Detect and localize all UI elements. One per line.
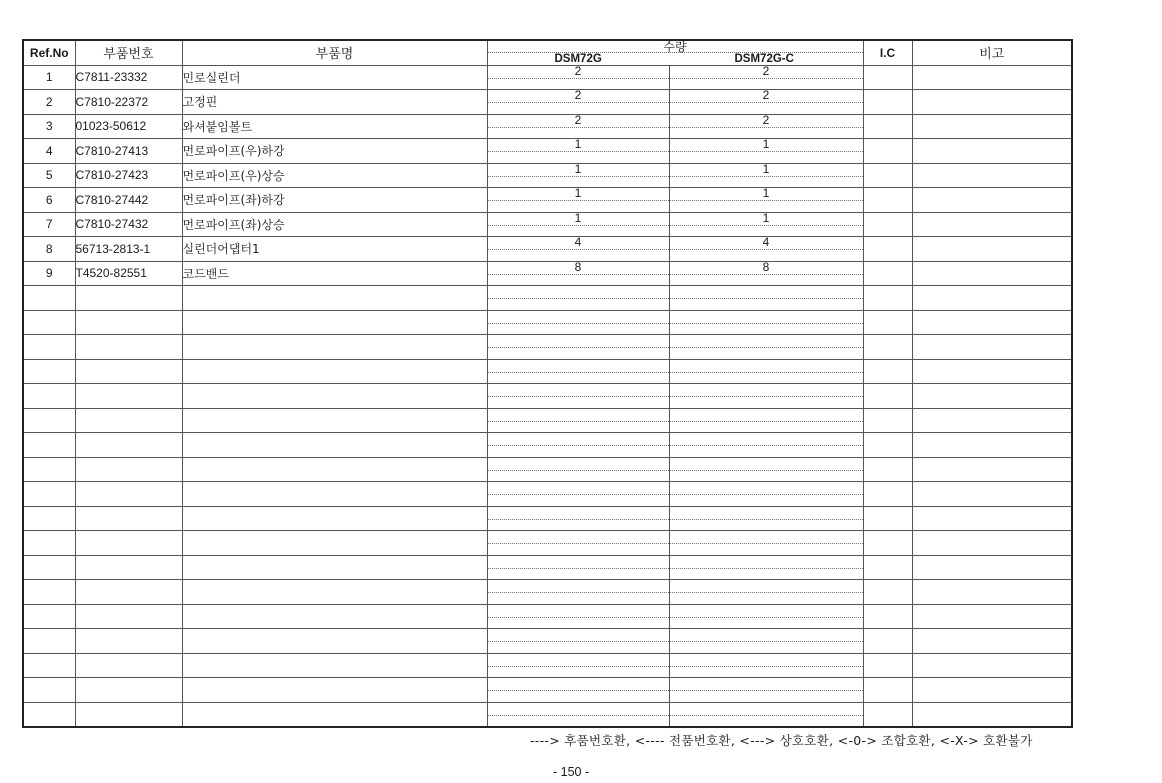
ic-cell <box>863 408 912 433</box>
empty-table-row <box>23 408 1072 433</box>
part-name-cell <box>182 678 487 703</box>
remarks-cell <box>912 531 1072 556</box>
empty-table-row <box>23 555 1072 580</box>
qty-dsm72g-c-cell <box>669 555 863 580</box>
ref-no-cell <box>23 604 75 629</box>
ref-no-cell <box>23 506 75 531</box>
header-row <box>23 40 1072 65</box>
header-model-row <box>488 52 863 65</box>
remarks-cell <box>912 139 1072 164</box>
qty-dsm72g-c-cell <box>669 678 863 703</box>
part-name-cell <box>182 506 487 531</box>
qty-dsm72g-c-cell <box>669 433 863 458</box>
header-part-number: 부품번호 <box>75 40 182 65</box>
ref-no-cell: 3 <box>23 114 75 139</box>
part-name-cell <box>182 335 487 360</box>
part-name-cell <box>182 384 487 409</box>
remarks-cell <box>912 359 1072 384</box>
ic-cell <box>863 90 912 115</box>
qty-dsm72g-c-cell <box>669 384 863 409</box>
ref-no-cell: 7 <box>23 212 75 237</box>
qty-dsm72g-cell <box>487 531 669 556</box>
ref-no-cell <box>23 310 75 335</box>
remarks-cell <box>912 702 1072 727</box>
remarks-cell <box>912 604 1072 629</box>
ref-no-cell <box>23 286 75 311</box>
qty-dsm72g-cell <box>487 457 669 482</box>
empty-table-row <box>23 678 1072 703</box>
interchange-legend: ----> 후품번호환, <---- 전품번호환, <---> 상호호환, <-0-> 조합호환, <-X-> 호환불가 <box>530 733 1033 748</box>
part-name-cell <box>182 702 487 727</box>
empty-table-row <box>23 482 1072 507</box>
ic-cell <box>863 359 912 384</box>
ref-no-cell: 6 <box>23 188 75 213</box>
part-number-cell: C7810-27432 <box>75 212 182 237</box>
ic-cell <box>863 629 912 654</box>
qty-dsm72g-cell <box>487 335 669 360</box>
remarks-cell <box>912 408 1072 433</box>
part-number-cell: C7810-22372 <box>75 90 182 115</box>
part-name-cell <box>182 359 487 384</box>
qty-dsm72g-cell <box>487 678 669 703</box>
empty-table-row <box>23 457 1072 482</box>
empty-table-row <box>23 433 1072 458</box>
part-name-cell: 먼로파이프(좌)하강 <box>182 188 487 213</box>
ic-cell <box>863 384 912 409</box>
qty-dsm72g-cell <box>487 286 669 311</box>
empty-table-row <box>23 702 1072 727</box>
ref-no-cell <box>23 384 75 409</box>
header-model-dsm72g: DSM72G <box>554 52 602 65</box>
part-name-cell <box>182 531 487 556</box>
qty-dsm72g-c-cell <box>669 531 863 556</box>
qty-dsm72g-c-cell <box>669 629 863 654</box>
ref-no-cell <box>23 457 75 482</box>
ic-cell <box>863 433 912 458</box>
qty-dsm72g-cell <box>487 433 669 458</box>
remarks-cell <box>912 482 1072 507</box>
part-number-cell: C7810-27423 <box>75 163 182 188</box>
qty-dsm72g-c-cell: 1 <box>669 188 863 213</box>
part-number-cell <box>75 384 182 409</box>
part-number-cell: T4520-82551 <box>75 261 182 286</box>
remarks-cell <box>912 506 1072 531</box>
qty-dsm72g-c-cell: 1 <box>669 163 863 188</box>
qty-dsm72g-cell <box>487 384 669 409</box>
ref-no-cell <box>23 678 75 703</box>
qty-dsm72g-c-cell <box>669 359 863 384</box>
empty-table-row <box>23 580 1072 605</box>
part-number-cell <box>75 482 182 507</box>
part-number-cell <box>75 580 182 605</box>
empty-table-row <box>23 653 1072 678</box>
qty-dsm72g-c-cell <box>669 702 863 727</box>
parts-table <box>22 39 1073 728</box>
ic-cell <box>863 237 912 262</box>
qty-dsm72g-c-cell <box>669 335 863 360</box>
qty-dsm72g-cell: 4 <box>487 237 669 262</box>
empty-table-row <box>23 629 1072 654</box>
ic-cell <box>863 678 912 703</box>
part-name-cell: 고정핀 <box>182 90 487 115</box>
ref-no-cell <box>23 359 75 384</box>
qty-dsm72g-c-cell <box>669 310 863 335</box>
remarks-cell <box>912 433 1072 458</box>
remarks-cell <box>912 237 1072 262</box>
part-number-cell: C7810-27442 <box>75 188 182 213</box>
remarks-cell <box>912 457 1072 482</box>
qty-dsm72g-c-cell <box>669 506 863 531</box>
table-row <box>23 212 1072 237</box>
part-name-cell <box>182 433 487 458</box>
qty-dsm72g-cell <box>487 506 669 531</box>
part-number-cell <box>75 286 182 311</box>
empty-table-row <box>23 531 1072 556</box>
empty-table-row <box>23 506 1072 531</box>
remarks-cell <box>912 678 1072 703</box>
qty-dsm72g-cell <box>487 555 669 580</box>
qty-dsm72g-cell <box>487 580 669 605</box>
qty-dsm72g-c-cell <box>669 580 863 605</box>
empty-table-row <box>23 310 1072 335</box>
part-name-cell: 코드밴드 <box>182 261 487 286</box>
ref-no-cell: 1 <box>23 65 75 90</box>
qty-dsm72g-c-cell <box>669 457 863 482</box>
ic-cell <box>863 555 912 580</box>
page-number: - 150 - <box>553 765 590 779</box>
ref-no-cell: 4 <box>23 139 75 164</box>
part-number-cell <box>75 359 182 384</box>
qty-dsm72g-cell <box>487 482 669 507</box>
qty-dsm72g-cell <box>487 629 669 654</box>
part-number-cell <box>75 310 182 335</box>
qty-dsm72g-c-cell <box>669 653 863 678</box>
part-name-cell <box>182 653 487 678</box>
part-name-cell: 실린더어댑터1 <box>182 237 487 262</box>
table-row <box>23 65 1072 90</box>
remarks-cell <box>912 90 1072 115</box>
empty-table-row <box>23 384 1072 409</box>
parts-rows <box>23 65 1072 727</box>
part-name-cell <box>182 604 487 629</box>
ref-no-cell <box>23 433 75 458</box>
qty-dsm72g-cell: 2 <box>487 90 669 115</box>
part-number-cell <box>75 408 182 433</box>
ic-cell <box>863 482 912 507</box>
ic-cell <box>863 506 912 531</box>
ic-cell <box>863 310 912 335</box>
part-name-cell <box>182 629 487 654</box>
remarks-cell <box>912 555 1072 580</box>
qty-dsm72g-c-cell: 1 <box>669 139 863 164</box>
qty-dsm72g-c-cell: 8 <box>669 261 863 286</box>
ic-cell <box>863 580 912 605</box>
remarks-cell <box>912 286 1072 311</box>
qty-dsm72g-c-cell <box>669 408 863 433</box>
table-row <box>23 90 1072 115</box>
part-name-cell <box>182 482 487 507</box>
header-ref-no: Ref.No <box>23 40 75 65</box>
ic-cell <box>863 139 912 164</box>
remarks-cell <box>912 580 1072 605</box>
remarks-cell <box>912 384 1072 409</box>
part-name-cell: 먼로파이프(우)상승 <box>182 163 487 188</box>
qty-dsm72g-c-cell: 1 <box>669 212 863 237</box>
table-row <box>23 163 1072 188</box>
ref-no-cell: 2 <box>23 90 75 115</box>
remarks-cell <box>912 653 1072 678</box>
qty-dsm72g-cell: 2 <box>487 114 669 139</box>
qty-dsm72g-cell: 1 <box>487 139 669 164</box>
part-name-cell <box>182 555 487 580</box>
part-name-cell: 와셔붙임볼트 <box>182 114 487 139</box>
ref-no-cell: 8 <box>23 237 75 262</box>
part-number-cell: 01023-50612 <box>75 114 182 139</box>
part-name-cell <box>182 286 487 311</box>
part-number-cell <box>75 457 182 482</box>
ref-no-cell <box>23 702 75 727</box>
remarks-cell <box>912 114 1072 139</box>
ref-no-cell <box>23 555 75 580</box>
part-number-cell <box>75 335 182 360</box>
qty-dsm72g-cell <box>487 310 669 335</box>
part-number-cell: 56713-2813-1 <box>75 237 182 262</box>
remarks-cell <box>912 261 1072 286</box>
qty-dsm72g-cell: 1 <box>487 212 669 237</box>
empty-table-row <box>23 604 1072 629</box>
qty-dsm72g-cell <box>487 702 669 727</box>
ic-cell <box>863 286 912 311</box>
ref-no-cell <box>23 531 75 556</box>
qty-dsm72g-cell: 8 <box>487 261 669 286</box>
remarks-cell <box>912 310 1072 335</box>
remarks-cell <box>912 163 1072 188</box>
table-row <box>23 114 1072 139</box>
header-part-name: 부품명 <box>182 40 487 65</box>
remarks-cell <box>912 188 1072 213</box>
qty-dsm72g-cell <box>487 653 669 678</box>
table-row <box>23 139 1072 164</box>
part-number-cell <box>75 433 182 458</box>
part-name-cell: 민로실린더 <box>182 65 487 90</box>
qty-dsm72g-cell: 1 <box>487 163 669 188</box>
ref-no-cell <box>23 408 75 433</box>
ic-cell <box>863 188 912 213</box>
parts-sheet <box>22 39 1071 725</box>
remarks-cell <box>912 65 1072 90</box>
part-number-cell <box>75 555 182 580</box>
remarks-cell <box>912 212 1072 237</box>
part-number-cell <box>75 702 182 727</box>
ref-no-cell <box>23 580 75 605</box>
part-number-cell <box>75 629 182 654</box>
table-row <box>23 237 1072 262</box>
ic-cell <box>863 702 912 727</box>
header-quantity <box>487 40 863 65</box>
table-row <box>23 261 1072 286</box>
ic-cell <box>863 163 912 188</box>
qty-dsm72g-cell: 2 <box>487 65 669 90</box>
header-quantity-title: 수량 <box>663 40 687 54</box>
remarks-cell <box>912 335 1072 360</box>
qty-dsm72g-c-cell: 4 <box>669 237 863 262</box>
part-number-cell: C7811-23332 <box>75 65 182 90</box>
qty-dsm72g-cell: 1 <box>487 188 669 213</box>
header-ic: I.C <box>863 40 912 65</box>
ic-cell <box>863 212 912 237</box>
ref-no-cell: 5 <box>23 163 75 188</box>
ic-cell <box>863 531 912 556</box>
empty-table-row <box>23 335 1072 360</box>
ref-no-cell <box>23 335 75 360</box>
part-name-cell: 먼로파이프(좌)상승 <box>182 212 487 237</box>
qty-dsm72g-cell <box>487 408 669 433</box>
ic-cell <box>863 261 912 286</box>
qty-dsm72g-cell <box>487 604 669 629</box>
qty-dsm72g-c-cell: 2 <box>669 65 863 90</box>
remarks-cell <box>912 629 1072 654</box>
part-number-cell: C7810-27413 <box>75 139 182 164</box>
qty-dsm72g-c-cell: 2 <box>669 114 863 139</box>
ic-cell <box>863 653 912 678</box>
ic-cell <box>863 65 912 90</box>
part-name-cell <box>182 310 487 335</box>
ic-cell <box>863 114 912 139</box>
header-model-dsm72g-c: DSM72G-C <box>734 52 794 65</box>
ic-cell <box>863 335 912 360</box>
part-number-cell <box>75 531 182 556</box>
part-number-cell <box>75 678 182 703</box>
empty-table-row <box>23 359 1072 384</box>
ref-no-cell <box>23 629 75 654</box>
qty-dsm72g-c-cell <box>669 482 863 507</box>
part-name-cell <box>182 457 487 482</box>
ref-no-cell <box>23 482 75 507</box>
qty-dsm72g-c-cell <box>669 604 863 629</box>
ic-cell <box>863 604 912 629</box>
part-name-cell <box>182 580 487 605</box>
qty-dsm72g-c-cell <box>669 286 863 311</box>
part-number-cell <box>75 506 182 531</box>
table-row <box>23 188 1072 213</box>
header-remarks: 비고 <box>912 40 1072 65</box>
part-name-cell <box>182 408 487 433</box>
part-number-cell <box>75 604 182 629</box>
part-number-cell <box>75 653 182 678</box>
qty-dsm72g-c-cell: 2 <box>669 90 863 115</box>
empty-table-row <box>23 286 1072 311</box>
qty-dsm72g-cell <box>487 359 669 384</box>
ic-cell <box>863 457 912 482</box>
ref-no-cell: 9 <box>23 261 75 286</box>
part-name-cell: 먼로파이프(우)하강 <box>182 139 487 164</box>
ref-no-cell <box>23 653 75 678</box>
